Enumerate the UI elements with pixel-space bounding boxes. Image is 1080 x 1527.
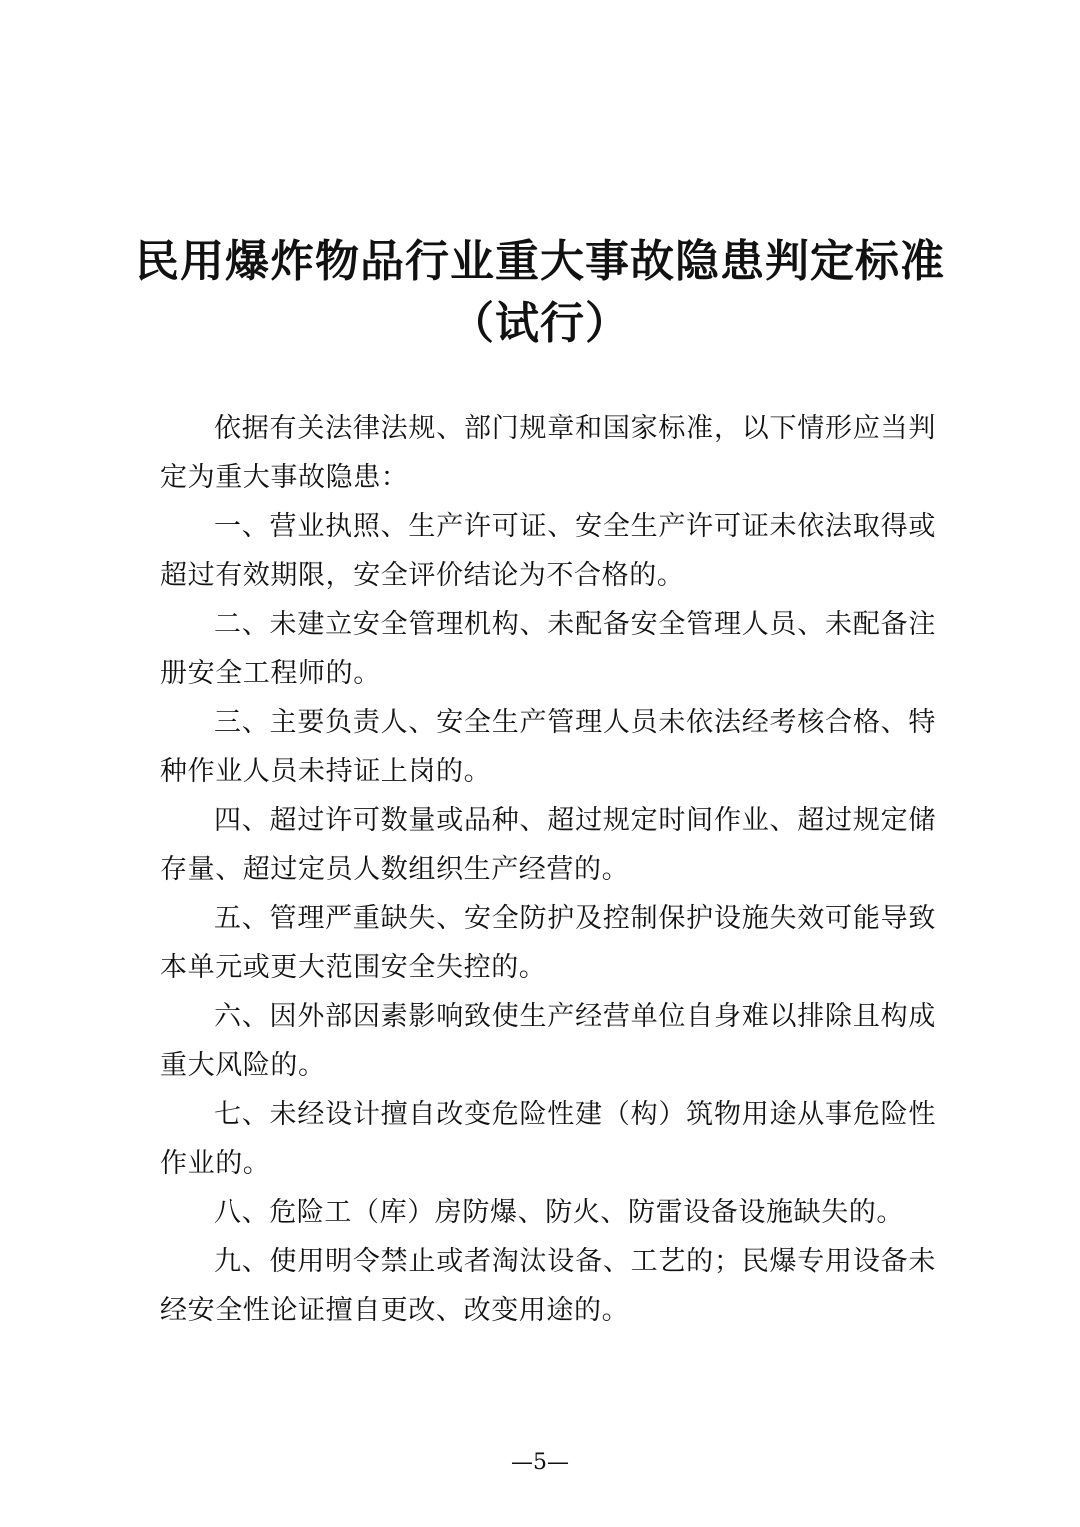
document-subtitle: （试行） xyxy=(450,298,630,349)
clause-9: 九、使用明令禁止或者淘汰设备、工艺的；民爆专用设备未经安全性论证擅自更改、改变用途的。 xyxy=(160,1246,936,1326)
page-number: —5— xyxy=(511,1450,569,1475)
clause-5: 五、管理严重缺失、安全防护及控制保护设施失效可能导致本单元或更大范围安全失控的。 xyxy=(160,903,936,983)
clause-2: 二、未建立安全管理机构、未配备安全管理人员、未配备注册安全工程师的。 xyxy=(160,609,936,689)
intro-paragraph: 依据有关法律法规、部门规章和国家标准，以下情形应当判定为重大事故隐患： xyxy=(160,413,936,493)
clause-7: 七、未经设计擅自改变危险性建（构）筑物用途从事危险性作业的。 xyxy=(160,1099,936,1179)
document-body xyxy=(160,404,936,1335)
clause-3: 三、主要负责人、安全生产管理人员未依法经考核合格、特种作业人员未持证上岗的。 xyxy=(160,707,936,787)
document-title: 民用爆炸物品行业重大事故隐患判定标准 xyxy=(135,236,945,287)
clause-1: 一、营业执照、生产许可证、安全生产许可证未依法取得或超过有效期限，安全评价结论为不合格的。 xyxy=(160,511,936,591)
clause-8: 八、危险工（库）房防爆、防火、防雷设备设施缺失的。 xyxy=(214,1197,904,1228)
clause-6: 六、因外部因素影响致使生产经营单位自身难以排除且构成重大风险的。 xyxy=(160,1001,936,1081)
clause-4: 四、超过许可数量或品种、超过规定时间作业、超过规定储存量、超过定员人数组织生产经营的。 xyxy=(160,805,936,885)
